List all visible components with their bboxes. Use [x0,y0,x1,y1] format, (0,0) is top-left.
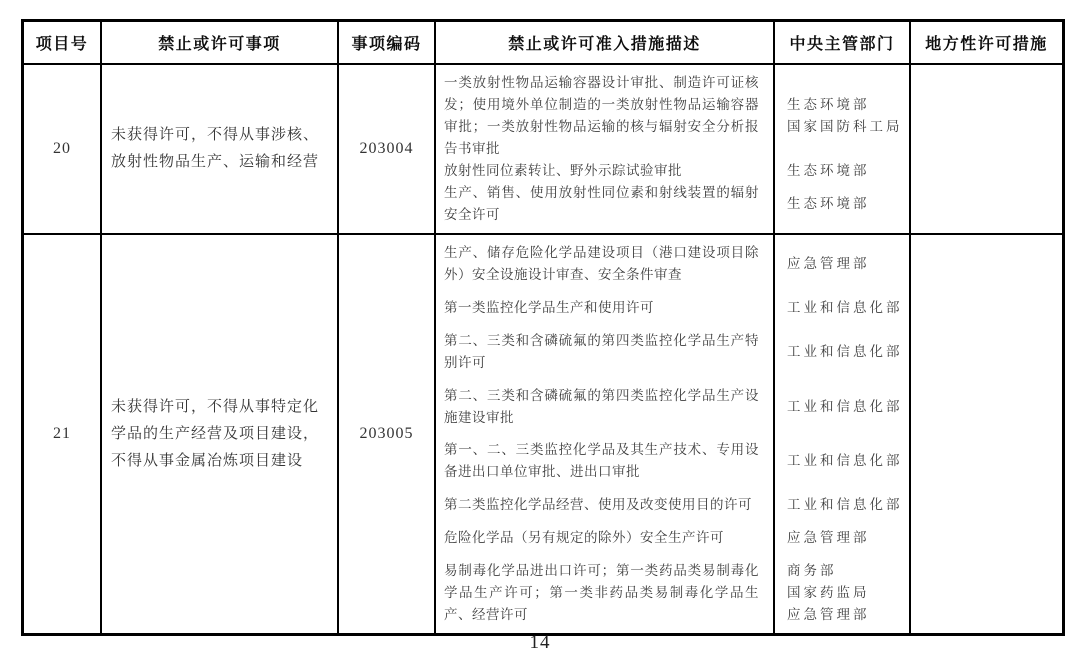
local-measures-cell [911,235,1062,633]
measure-block [436,160,909,182]
measure-description: 第二类监控化学品经营、使用及改变使用目的许可 [444,497,752,513]
column-header-local-measures: 地方性许可措施 [925,36,1048,53]
central-department [775,253,909,275]
measure-description: 易制毒化学品进出口许可；第一类药品类易制毒化学品生产许可；第一类非药品类易制毒化学品生产、经营许可 [444,562,759,622]
central-department [775,193,909,215]
central-department [775,160,909,182]
central-department [775,527,909,549]
central-department [775,396,909,418]
measure-description: 放射性同位素转让、野外示踪试验审批 [444,163,682,178]
table-row [24,233,1062,633]
measure-description: 危险化学品（另有规定的除外）安全生产许可 [444,530,724,546]
measure-description: 生产、储存危险化学品建设项目（港口建设项目除外）安全设施设计审查、安全条件审查 [444,245,759,282]
matter-text: 未获得许可，不得从事特定化学品的生产经营及项目建设，不得从事金属冶炼项目建设 [102,235,339,633]
department-name: 生态环境部 [787,196,870,211]
department-name: 应急管理部 [787,530,870,546]
local-measures-cell [911,65,1062,233]
item-number: 21 [24,235,102,633]
measure-block [436,297,909,319]
central-department [775,560,909,626]
table-body [24,65,1062,633]
measure-description: 生产、销售、使用放射性同位素和射线装置的辐射安全许可 [444,185,759,222]
central-department [775,450,909,472]
table-row [24,65,1062,233]
measure-description: 第一、二、三类监控化学品及其生产技术、专用设备进出口单位审批、进出口审批 [444,442,759,480]
department-name: 工业和信息化部 [787,497,903,513]
department-name: 工业和信息化部 [787,398,903,414]
measure-description: 第二、三类和含磷硫氟的第四类监控化学品生产特别许可 [444,332,759,370]
column-header-matter: 禁止或许可事项 [102,22,339,63]
department-name: 商务部 [787,562,837,578]
measure-description: 一类放射性物品运输容器设计审批、制造许可证核发；使用境外单位制造的一类放射性物品运输容器审批；一类放射性物品运输的核与辐射安全分析报告书审批 [444,75,759,156]
matter-text: 未获得许可，不得从事涉核、放射性物品生产、运输和经营 [102,65,339,233]
measure-description: 第二、三类和含磷硫氟的第四类监控化学品生产设施建设审批 [444,387,759,425]
column-header-code: 事项编码 [339,22,436,63]
measure-block [436,527,909,549]
measure-block [436,330,909,374]
measure-block [436,494,909,516]
negative-list-table [21,19,1065,636]
department-name: 生态环境部 [787,97,870,112]
central-department [775,341,909,363]
measure-block [436,242,909,286]
department-name: 国家国防科工局 [787,119,903,134]
department-name: 工业和信息化部 [787,453,903,469]
measures-list [436,65,911,233]
department-name: 国家药监局 [787,584,870,600]
matter-code: 203005 [339,235,436,633]
matter-code: 203004 [339,65,436,233]
department-name: 应急管理部 [787,256,870,271]
table-header-row [24,22,1062,65]
department-name: 生态环境部 [787,163,870,178]
column-header-item-no: 项目号 [24,22,102,63]
measure-block [436,182,909,226]
central-department [775,94,909,138]
department-name: 工业和信息化部 [787,343,903,359]
measure-block [436,560,909,626]
item-number: 20 [24,65,102,233]
measure-block [436,385,909,429]
column-header-measure-description: 禁止或许可准入措施描述 [436,22,775,63]
measures-list [436,235,911,633]
page-number: 14 [529,632,551,653]
department-name: 应急管理部 [787,606,870,622]
measure-block [436,439,909,483]
central-department [775,494,909,516]
measure-description: 第一类监控化学品生产和使用许可 [444,299,654,315]
measure-block [436,72,909,160]
column-header-central-department: 中央主管部门 [775,22,911,63]
department-name: 工业和信息化部 [787,299,903,315]
central-department [775,297,909,319]
